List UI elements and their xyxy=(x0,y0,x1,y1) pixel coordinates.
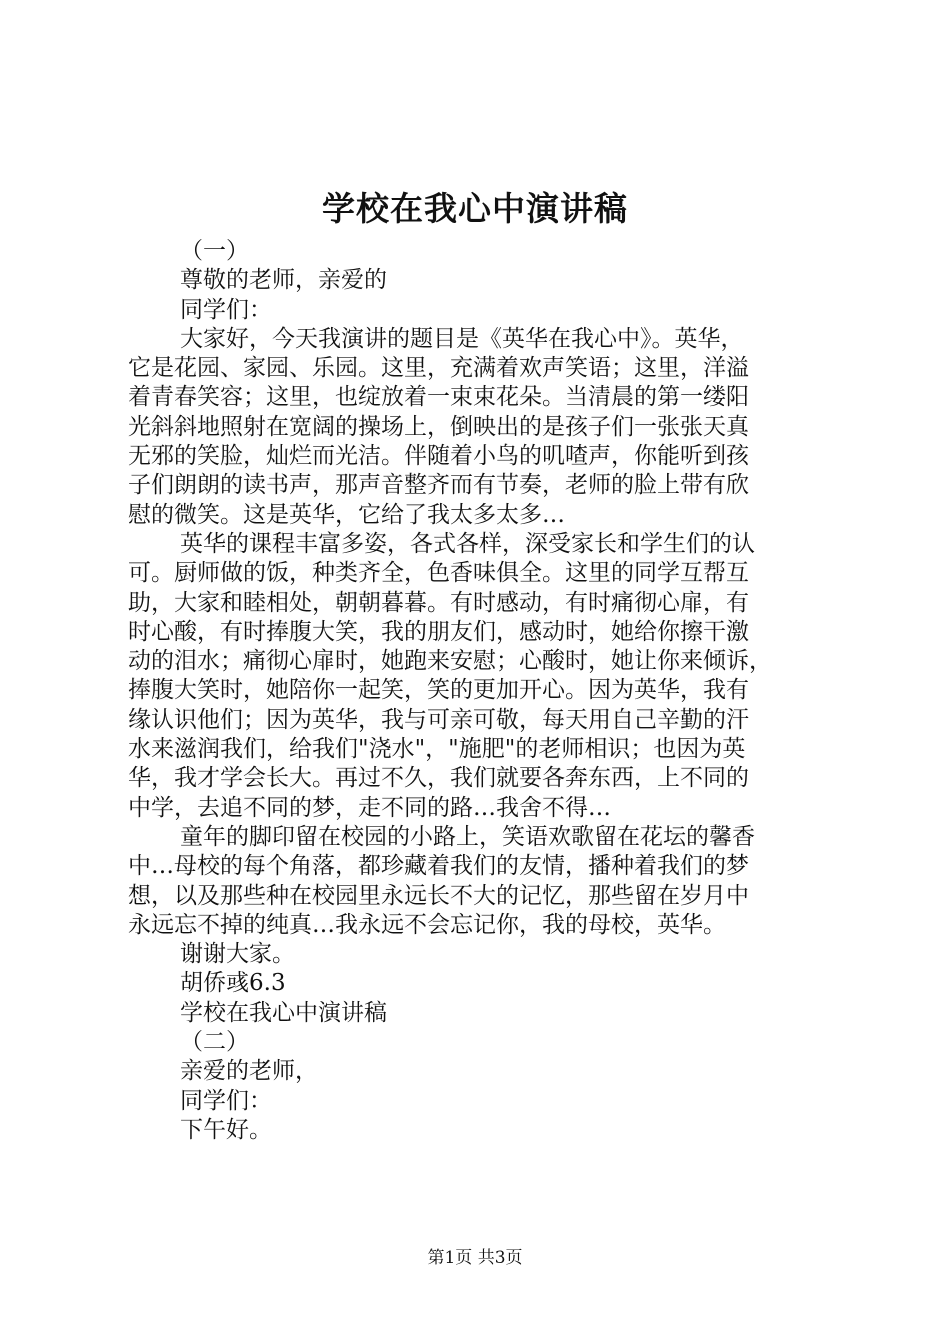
paragraph-line: 华，我才学会长大。再过不久，我们就要各奔东西，上不同的 xyxy=(128,765,749,792)
paragraph-line: 中…母校的每个角落，都珍藏着我们的友情，播种着我们的梦 xyxy=(128,853,749,880)
closing-line: 谢谢大家。 xyxy=(180,941,295,968)
paragraph-line: 水来滋润我们，给我们"浇水"，"施肥"的老师相识；也因为英 xyxy=(128,736,746,763)
section-number: （一） xyxy=(180,238,249,264)
paragraph-line: 它是花园、家园、乐园。这里，充满着欢声笑语；这里，洋溢 xyxy=(128,355,749,382)
signature-line: 胡侨彧6.3 xyxy=(180,970,286,997)
paragraph-line: 子们朗朗的读书声，那声音整齐而有节奏，老师的脸上带有欣 xyxy=(128,472,749,499)
salutation-line: 亲爱的老师， xyxy=(180,1058,318,1085)
paragraph-line: 童年的脚印留在校园的小路上，笑语欢歌留在花坛的馨香 xyxy=(180,823,755,850)
document-title: 学校在我心中演讲稿 xyxy=(322,189,628,228)
paragraph-line: 大家好，今天我演讲的题目是《英华在我心中》。英华， xyxy=(180,325,744,352)
paragraph-line: 捧腹大笑时，她陪你一起笑，笑的更加开心。因为英华，我有 xyxy=(128,677,749,704)
paragraph-line: 光斜斜地照射在宽阔的操场上，倒映出的是孩子们一张张天真 xyxy=(128,413,749,440)
salutation-line: 尊敬的老师，亲爱的 xyxy=(180,267,387,294)
document-body xyxy=(128,237,832,1145)
paragraph-line: 缘认识他们；因为英华，我与可亲可敬，每天用自己辛勤的汗 xyxy=(128,706,749,733)
paragraph-line: 无邪的笑脸，灿烂而光洁。伴随着小鸟的叽喳声，你能听到孩 xyxy=(128,443,749,470)
section-number: （二） xyxy=(180,1029,249,1056)
paragraph-line: 可。厨师做的饭，种类齐全，色香味俱全。这里的同学互帮互 xyxy=(128,560,749,587)
salutation-line: 同学们： xyxy=(180,1087,272,1114)
paragraph-line: 永远忘不掉的纯真…我永远不会忘记你，我的母校，英华。 xyxy=(128,911,726,938)
paragraph-line: 着青春笑容；这里，也绽放着一束束花朵。当清晨的第一缕阳 xyxy=(128,384,749,411)
section-title: 学校在我心中演讲稿 xyxy=(180,999,387,1026)
paragraph-line: 助，大家和睦相处，朝朝暮暮。有时感动，有时痛彻心扉，有 xyxy=(128,589,749,616)
paragraph-line: 中学，去追不同的梦，走不同的路…我舍不得… xyxy=(128,794,611,821)
greeting-line: 下午好。 xyxy=(180,1116,272,1143)
paragraph-line: 时心酸，有时捧腹大笑，我的朋友们，感动时，她给你擦干激 xyxy=(128,618,749,645)
paragraph-line: 想，以及那些种在校园里永远长不大的记忆，那些留在岁月中 xyxy=(128,882,749,909)
paragraph-line: 英华的课程丰富多姿，各式各样，深受家长和学生们的认 xyxy=(180,530,755,557)
paragraph-line: 动的泪水；痛彻心扉时，她跑来安慰；心酸时，她让你来倾诉， xyxy=(128,648,772,675)
salutation-line: 同学们： xyxy=(180,296,272,323)
page-footer: 第1页 共3页 xyxy=(427,1248,523,1268)
paragraph-line: 慰的微笑。这是英华，它给了我太多太多… xyxy=(128,501,565,528)
